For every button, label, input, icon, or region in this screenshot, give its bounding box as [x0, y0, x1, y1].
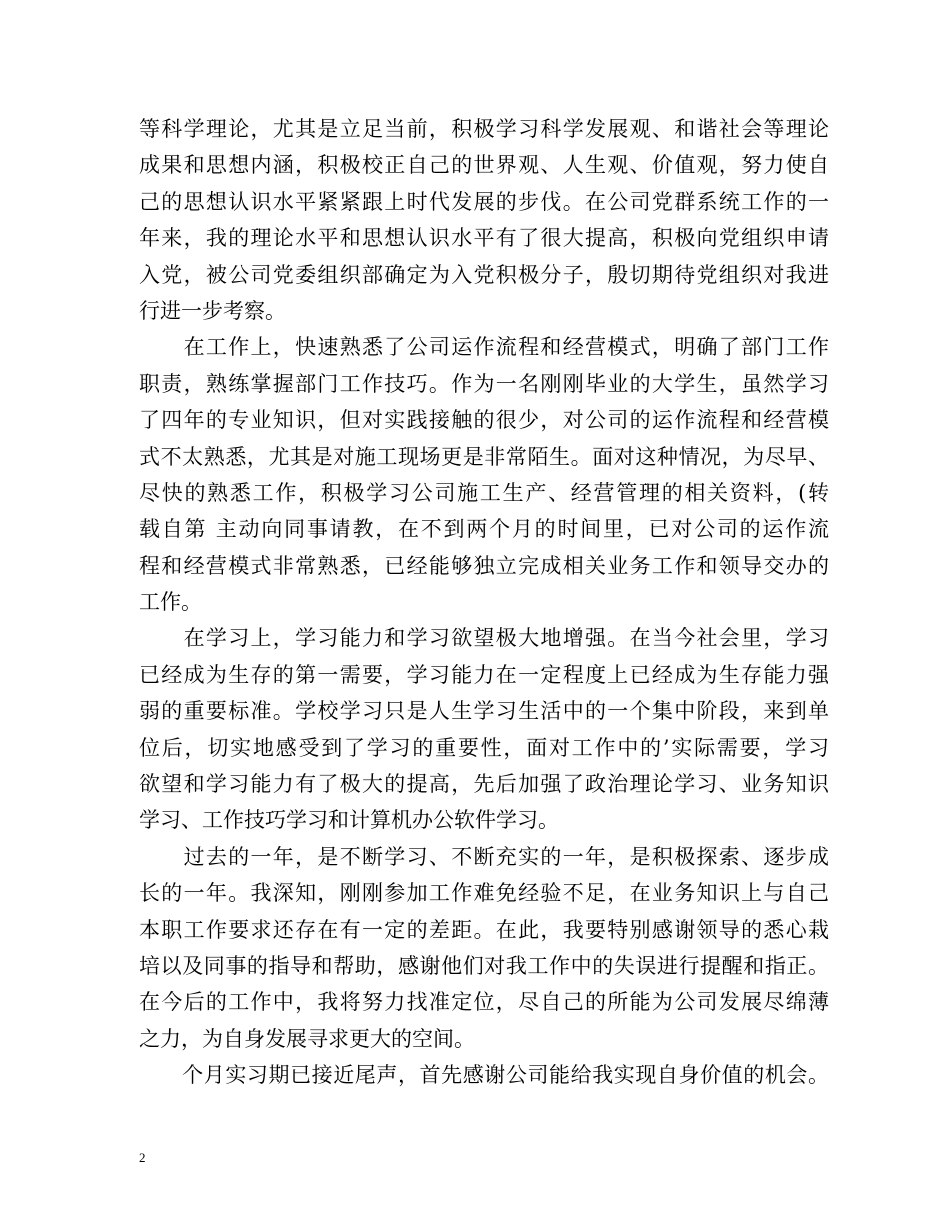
text-line: 入党，被公司党委组织部确定为入党积极分子，殷切期待党组织对我进	[139, 262, 829, 287]
text-line: 己的思想认识水平紧紧跟上时代发展的步伐。在公司党群系统工作的一	[139, 189, 829, 214]
text-line: 载自第 主动向同事请教，在不到两个月的时间里，已对公司的运作流	[139, 517, 829, 542]
text-line: 已经成为生存的第一需要，学习能力在一定程度上已经成为生存能力强	[139, 662, 829, 687]
text-line: 行进一步考察。	[139, 298, 286, 323]
text-line: 年来，我的理论水平和思想认识水平有了很大提高，积极向党组织申请	[139, 226, 829, 251]
text-line: 过去的一年，是不断学习、不断充实的一年，是积极探索、逐步成	[139, 844, 829, 869]
text-line: 尽快的熟悉工作，积极学习公司施工生产、经营管理的相关资料，(转	[139, 480, 829, 505]
text-line: 在学习上，学习能力和学习欲望极大地增强。在当今社会里，学习	[139, 626, 829, 651]
text-line: 了四年的专业知识，但对实践接触的很少，对公司的运作流程和经营模	[139, 408, 829, 433]
text-line: 学习、工作技巧学习和计算机办公软件学习。	[139, 808, 559, 833]
body-text	[139, 111, 829, 1094]
text-line: 培以及同事的指导和帮助，感谢他们对我工作中的失误进行提醒和指正。	[139, 953, 829, 978]
page-number: 2	[139, 1150, 146, 1165]
text-line: 在工作上，快速熟悉了公司运作流程和经营模式，明确了部门工作	[139, 335, 829, 360]
text-line: 工作。	[139, 590, 202, 615]
text-line: 之力，为自身发展寻求更大的空间。	[139, 1026, 475, 1051]
text-line: 欲望和学习能力有了极大的提高，先后加强了政治理论学习、业务知识	[139, 772, 829, 797]
text-line: 程和经营模式非常熟悉，已经能够独立完成相关业务工作和领导交办的	[139, 553, 829, 578]
text-line: 弱的重要标准。学校学习只是人生学习生活中的一个集中阶段，来到单	[139, 699, 829, 724]
text-line: 等科学理论，尤其是立足当前，积极学习科学发展观、和谐社会等理论	[139, 117, 829, 141]
text-line: 长的一年。我深知，刚刚参加工作难免经验不足，在业务知识上与自己	[139, 881, 829, 906]
text-line: 式不太熟悉，尤其是对施工现场更是非常陌生。面对这种情况，为尽早、	[139, 444, 829, 469]
text-line: 个月实习期已接近尾声，首先感谢公司能给我实现自身价值的机会。	[139, 1063, 829, 1088]
text-line: 位后，切实地感受到了学习的重要性，面对工作中的’实际需要，学习	[139, 735, 829, 760]
text-line: 在今后的工作中，我将努力找准定位，尽自己的所能为公司发展尽绵薄	[139, 990, 829, 1015]
text-line: 本职工作要求还存在有一定的差距。在此，我要特别感谢领导的悉心栽	[139, 917, 829, 942]
text-line: 职责，熟练掌握部门工作技巧。作为一名刚刚毕业的大学生，虽然学习	[139, 371, 829, 396]
text-line: 成果和思想内涵，积极校正自己的世界观、人生观、价值观，努力使自	[139, 153, 829, 178]
